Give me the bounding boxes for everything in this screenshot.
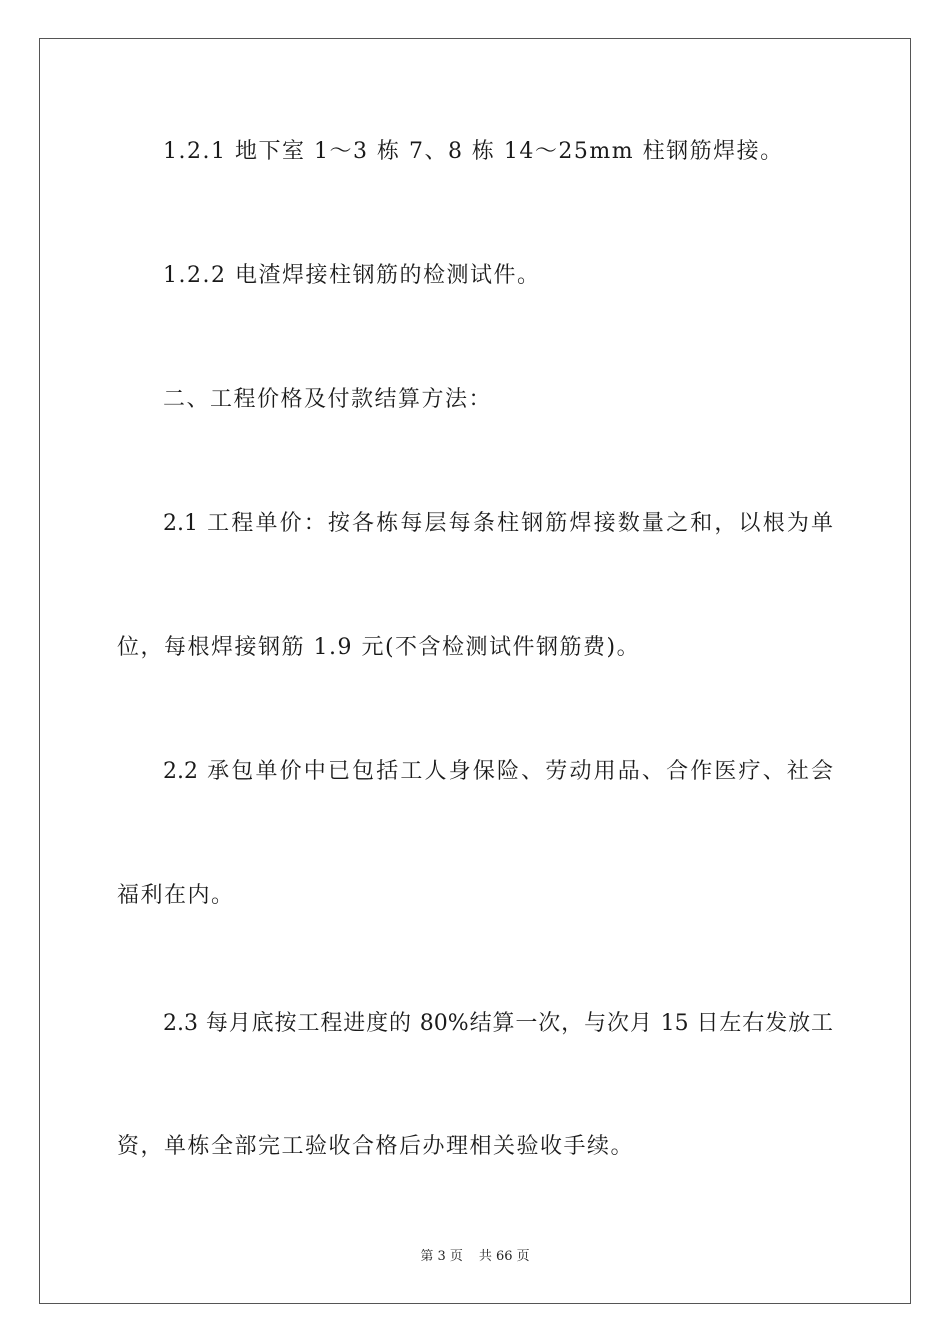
paragraph-1-2-2: 1.2.2 电渣焊接柱钢筋的检测试件。 [163,263,541,288]
total-pages: 共 66 页 [478,1249,530,1264]
page-frame [39,38,911,1304]
paragraph-2-3-line-2: 资，单栋全部完工验收合格后办理相关验收手续。 [117,1134,635,1159]
page-number: 第 3 页 [420,1249,463,1264]
paragraph-2-3-line-1: 2.3 每月底按工程进度的 80%结算一次，与次月 15 日左右发放工 [163,1011,833,1036]
section-heading-2: 二、工程价格及付款结算方法： [163,387,493,412]
page-footer [0,1248,950,1266]
paragraph-1-2-1: 1.2.1 地下室 1～3 栋 7、8 栋 14～25mm 柱钢筋焊接。 [163,139,784,164]
paragraph-2-2-line-1: 2.2 承包单价中已包括工人身保险、劳动用品、合作医疗、社会 [163,759,833,784]
paragraph-2-2-line-2: 福利在内。 [117,883,235,908]
paragraph-2-1-line-2: 位，每根焊接钢筋 1.9 元(不含检测试件钢筋费)。 [117,635,641,660]
paragraph-2-1-line-1: 2.1 工程单价：按各栋每层每条柱钢筋焊接数量之和，以根为单 [163,511,833,536]
